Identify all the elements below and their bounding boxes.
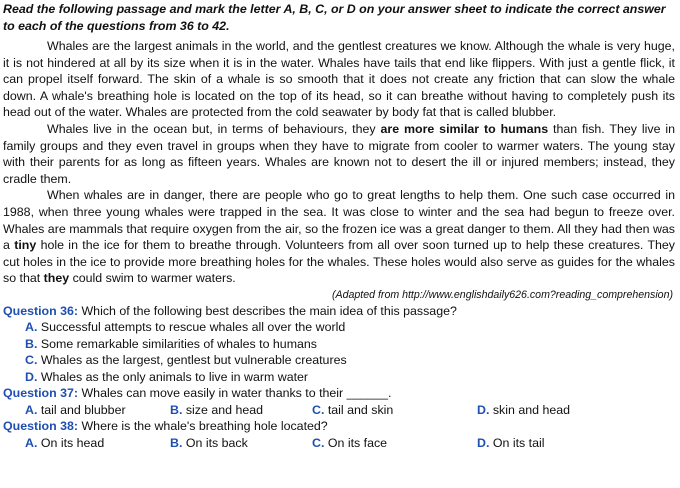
q36-option-b-text: Some remarkable similarities of whales to humans (37, 336, 317, 351)
q38-option-a[interactable] (25, 435, 104, 452)
q38-option-c-text: On its face (324, 435, 388, 450)
question-38-label: Question 38: (3, 419, 79, 434)
q38-option-a-text: On its head (37, 435, 105, 450)
q36-option-c-letter: C. (25, 353, 38, 368)
q36-option-a-text: Successful attempts to rescue whales all over the world (37, 320, 346, 335)
q37-option-d-text: skin and head (489, 402, 571, 417)
q37-option-b-text: size and head (182, 402, 264, 417)
q37-option-a-letter: A. (25, 402, 38, 417)
p3-text-start: When whales are in danger, there are people who go to great lengths to help them. One such case occurred in 1988, when three young whales were trapped in the sea. It was close to winter and the sea had begun to freeze over. Whales are mammals that require oxygen from the air, so the frozen ice was a great danger to them. All they had then was a (3, 188, 675, 253)
q36-option-a[interactable] (25, 319, 675, 336)
q38-option-d[interactable] (477, 435, 545, 452)
q37-option-d[interactable] (477, 402, 570, 419)
q37-options-row (3, 402, 675, 419)
passage-paragraph-3 (3, 187, 675, 287)
p2-highlight: are more similar to humans (380, 121, 549, 136)
q37-option-c[interactable] (312, 402, 393, 419)
q36-option-d-letter: D. (25, 369, 38, 384)
q38-option-c[interactable] (312, 435, 387, 452)
p3-text-end: could swim to warmer waters. (69, 271, 236, 286)
q38-option-b-text: On its back (182, 435, 248, 450)
instructions: Read the following passage and mark the letter A, B, C, or D on your answer sheet to indicate the correct answer to each of the questions from 36 to 42. (3, 2, 666, 33)
p3-text-middle: hole in the ice for them to breathe through. Volunteers from all over soon turned up to help these creatures. They cut holes in the ice to provide more breathing holes for the whales. These holes would also serve as guides for the whales so that (3, 238, 675, 286)
q38-option-d-letter: D. (477, 435, 490, 450)
q36-option-b-letter: B. (25, 336, 38, 351)
q38-option-d-text: On its tail (489, 435, 545, 450)
question-36-label: Question 36: (3, 303, 79, 318)
question-38-text: Where is the whale's breathing hole located? (78, 419, 328, 434)
source-citation: (Adapted from http://www.englishdaily626.com?reading_comprehension) (332, 288, 673, 301)
p3-highlight-tiny: tiny (14, 238, 37, 253)
q38-option-b-letter: B. (170, 435, 183, 450)
p2-text-end: than fish. They live in family groups and they even travel in groups when they have to migrate from cooler to warmer waters. The young stay with their parents for as long as fifteen years. Whales are known not to desert the ill or injured members; instead, they cradle them. (3, 121, 675, 186)
p2-text-start: Whales live in the ocean but, in terms of behaviours, they (47, 121, 381, 136)
q37-option-d-letter: D. (477, 402, 490, 417)
question-38 (3, 418, 675, 435)
q36-option-d[interactable] (25, 369, 675, 386)
question-36-text: Which of the following best describes the main idea of this passage? (78, 303, 457, 318)
q36-option-b[interactable] (25, 336, 675, 353)
q37-option-a[interactable] (25, 402, 126, 419)
question-37-text: Whales can move easily in water thanks to their ______. (78, 386, 392, 401)
document-page (3, 1, 675, 451)
q37-option-a-text: tail and blubber (37, 402, 126, 417)
q37-option-c-text: tail and skin (324, 402, 394, 417)
question-37-label: Question 37: (3, 386, 79, 401)
passage-paragraph-1: Whales are the largest animals in the world, and the gentlest creatures we know. Although the whale is very huge, it is not hindered at all by its size when it is in the water. Whales have tails that end like flippers. With just a gentle flick, it can propel itself forward. The skin of a whale is so smooth that it does not create any friction that can slow the whale down. A whale's breathing hole is located on the top of its head, so it can breathe without having to completely push its head out of the water. Whales are protected from the cold seawater by body fat that is called blubber. (3, 39, 675, 120)
q38-options-row (3, 435, 675, 452)
q36-option-d-text: Whales as the only animals to live in warm water (37, 369, 309, 384)
q38-option-a-letter: A. (25, 435, 38, 450)
q36-option-c[interactable] (25, 352, 675, 369)
question-37 (3, 385, 675, 402)
p3-highlight-they: they (43, 271, 70, 286)
q37-option-c-letter: C. (312, 402, 325, 417)
q36-option-a-letter: A. (25, 320, 38, 335)
q38-option-c-letter: C. (312, 435, 325, 450)
question-36 (3, 303, 675, 320)
q36-option-c-text: Whales as the largest, gentlest but vulnerable creatures (37, 353, 347, 368)
q38-option-b[interactable] (170, 435, 248, 452)
q37-option-b-letter: B. (170, 402, 183, 417)
q37-option-b[interactable] (170, 402, 263, 419)
passage-paragraph-2 (3, 121, 675, 187)
